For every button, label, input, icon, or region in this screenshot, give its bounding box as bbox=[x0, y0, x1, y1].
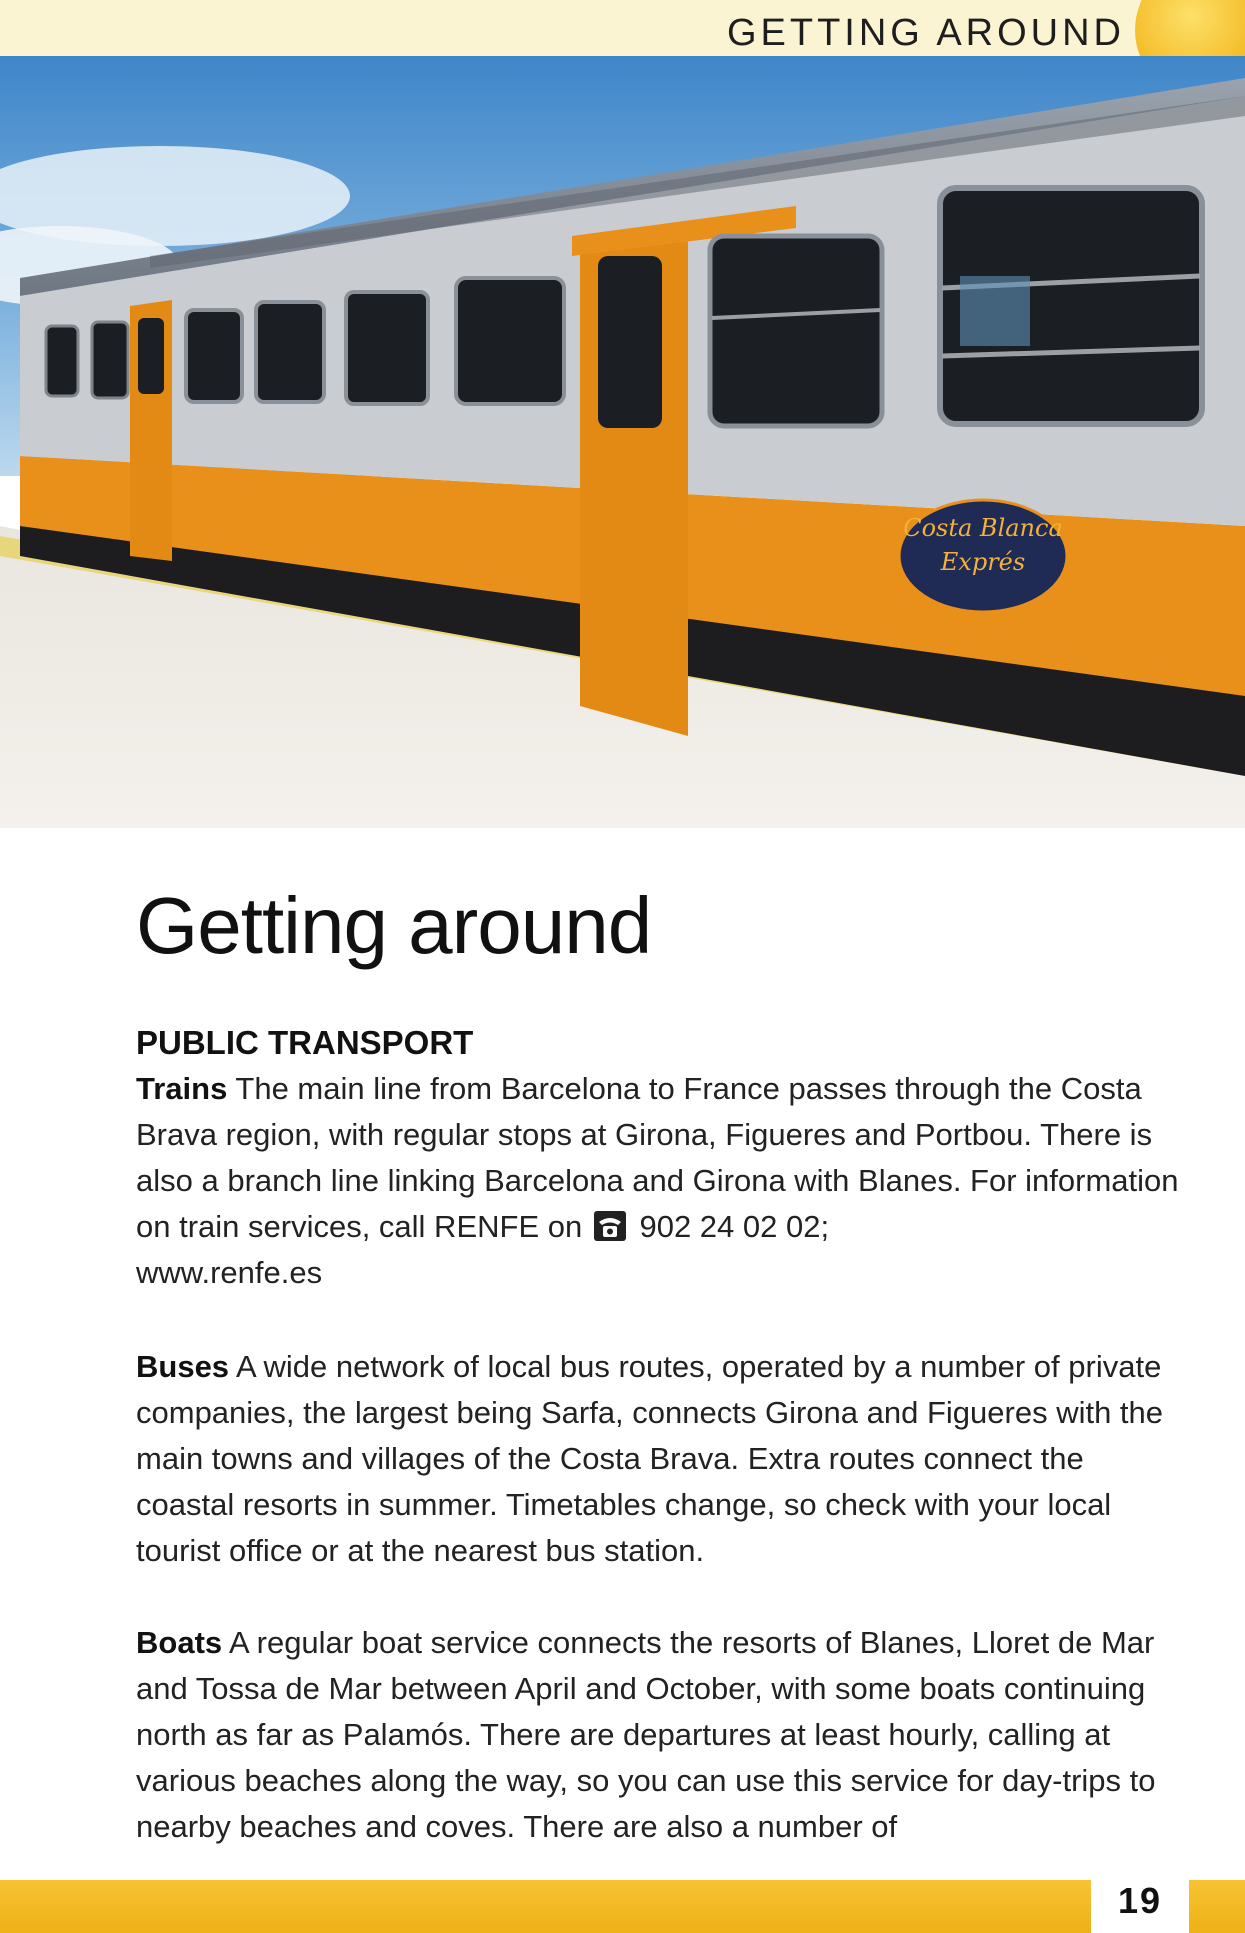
train-photo bbox=[0, 56, 1245, 828]
section-heading-public-transport: PUBLIC TRANSPORT bbox=[136, 1024, 474, 1061]
page-number: 19 bbox=[1117, 1880, 1163, 1921]
trains-text: The main line from Barcelona to France passes through the Costa Brava region, with regular stops at Girona, Figueres and Portbou. There is also a branch line linking Barcelona and Girona with Blanes. For information on train services, call RENFE on bbox=[136, 1071, 1179, 1244]
trains-url[interactable]: www.renfe.es bbox=[136, 1255, 323, 1290]
page-title: Getting around bbox=[136, 881, 652, 970]
section-label: GETTING AROUND bbox=[726, 12, 1125, 54]
buses-text: A wide network of local bus routes, operated by a number of private companies, the largest being Sarfa, connects Girona and Figueres with the main towns and villages of the Costa Brava. Extra routes connect the coastal resorts in summer. Timetables change, so check with your local tourist office or at the nearest bus station. bbox=[136, 1349, 1164, 1568]
train-illustration bbox=[0, 56, 1245, 828]
boats-text: A regular boat service connects the resorts of Blanes, Lloret de Mar and Tossa de Mar between April and October, with some boats continuing north as far as Palamós. There are departures at least hourly, calling at various beaches along the way, so you can use this service for day-trips to nearby beaches and coves. There are also a number of bbox=[136, 1625, 1156, 1844]
trains-label: Trains bbox=[136, 1071, 228, 1106]
trains-phone: 902 24 02 02; bbox=[639, 1209, 830, 1244]
paragraph-trains bbox=[136, 1066, 1186, 1296]
paragraph-boats bbox=[136, 1620, 1186, 1850]
boats-label: Boats bbox=[136, 1625, 223, 1660]
logo-text-line2: Exprés bbox=[940, 548, 1026, 576]
buses-label: Buses bbox=[136, 1349, 230, 1384]
paragraph-buses bbox=[136, 1344, 1186, 1574]
footer-bar bbox=[0, 1880, 1245, 1933]
telephone-icon bbox=[593, 1210, 627, 1242]
logo-text-line1: Costa Blanca bbox=[903, 514, 1063, 542]
